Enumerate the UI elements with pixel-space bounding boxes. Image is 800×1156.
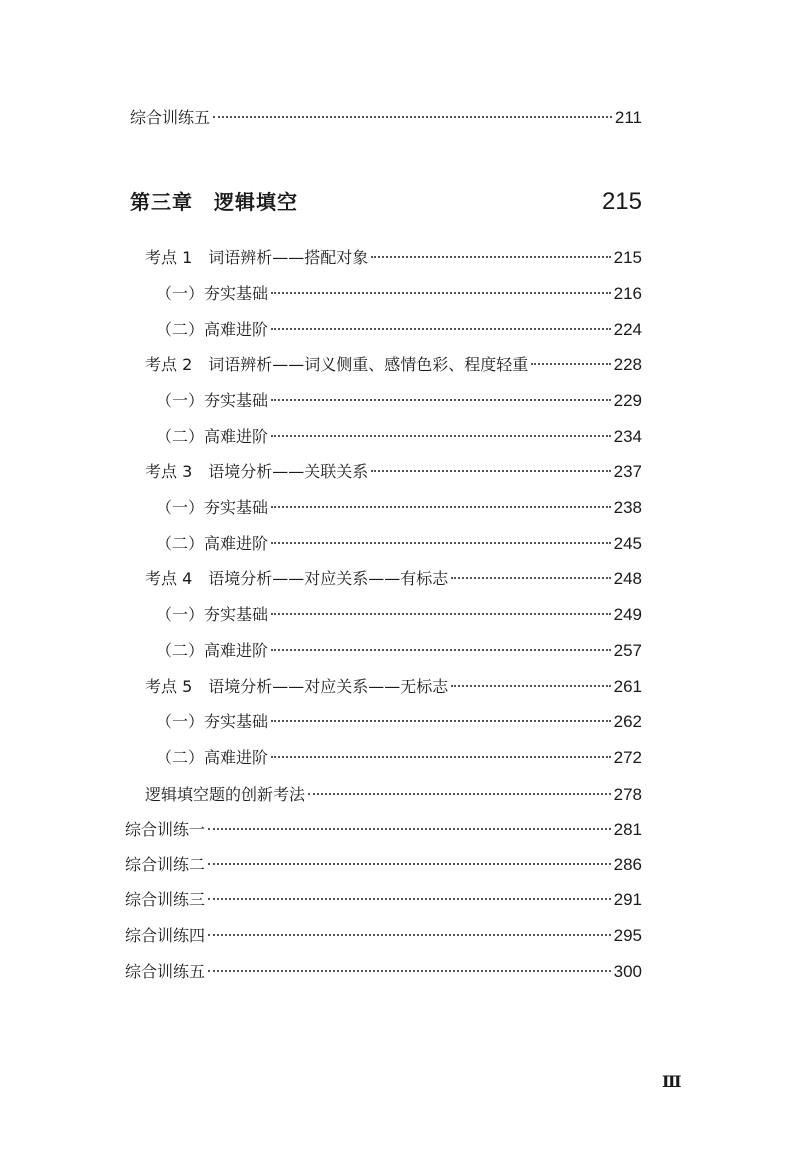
toc-entry[interactable]	[145, 569, 642, 589]
toc-entry-title: 考点 5 语境分析——对应关系——无标志	[145, 677, 449, 696]
toc-entry-page: 238	[613, 498, 642, 517]
toc-entry-title: 综合训练四	[125, 926, 206, 945]
toc-entry-page: 216	[613, 284, 642, 303]
dot-leader	[208, 828, 611, 830]
toc-entry-title: 考点 1 词语辨析——搭配对象	[145, 248, 369, 267]
dot-leader	[213, 116, 612, 118]
toc-entry-title: （二）高难进阶	[156, 320, 269, 339]
toc-entry-page: 249	[613, 605, 642, 624]
toc-entry[interactable]	[125, 962, 642, 982]
toc-entry-title: （二）高难进阶	[156, 534, 269, 553]
toc-entry[interactable]	[156, 641, 642, 661]
dot-leader	[271, 613, 611, 615]
toc-entry-page: 245	[613, 534, 642, 553]
toc-entry[interactable]	[156, 498, 642, 518]
toc-entry-page: 281	[613, 820, 642, 839]
toc-entry-title: （一）夯实基础	[156, 712, 269, 731]
toc-entry-page: 211	[614, 108, 642, 127]
toc-entry-page: 300	[613, 962, 642, 981]
toc-entry-title: 综合训练五	[130, 108, 211, 127]
chapter-title: 第三章 逻辑填空	[130, 190, 298, 214]
toc-entry-page: 248	[613, 569, 642, 588]
toc-entry-title: 考点 4 语境分析——对应关系——有标志	[145, 569, 449, 588]
toc-entry-title: 综合训练五	[125, 962, 206, 981]
dot-leader	[208, 970, 611, 972]
toc-entry-title: 综合训练二	[125, 855, 206, 874]
dot-leader	[271, 756, 611, 758]
toc-entry-title: （二）高难进阶	[156, 641, 269, 660]
toc-entry[interactable]	[156, 712, 642, 732]
toc-entry[interactable]	[145, 677, 642, 697]
dot-leader	[271, 328, 611, 330]
toc-entry-title: （一）夯实基础	[156, 605, 269, 624]
dot-leader	[531, 363, 610, 365]
toc-entry[interactable]	[156, 284, 642, 304]
toc-entry-title: （二）高难进阶	[156, 427, 269, 446]
toc-entry[interactable]	[125, 820, 642, 840]
toc-entry[interactable]	[145, 462, 642, 482]
dot-leader	[271, 506, 611, 508]
toc-entry[interactable]	[156, 534, 642, 554]
toc-entry[interactable]	[145, 785, 642, 805]
dot-leader	[271, 720, 611, 722]
toc-entry-page: 257	[613, 641, 642, 660]
toc-entry-page: 278	[613, 785, 642, 804]
dot-leader	[271, 542, 611, 544]
dot-leader	[371, 470, 610, 472]
page-folio: Ⅲ	[662, 1072, 682, 1091]
dot-leader	[308, 793, 611, 795]
toc-entry[interactable]	[125, 926, 642, 946]
toc-entry-page: 262	[613, 712, 642, 731]
toc-entry[interactable]	[125, 855, 642, 875]
toc-entry-page: 229	[613, 391, 642, 410]
dot-leader	[208, 934, 611, 936]
toc-entry-page: 295	[613, 926, 642, 945]
toc-entry[interactable]	[130, 108, 642, 128]
toc-entry-page: 224	[613, 320, 642, 339]
dot-leader	[271, 435, 611, 437]
toc-entry-page: 272	[613, 748, 642, 767]
chapter-page: 215	[601, 188, 642, 215]
toc-entry-title: （一）夯实基础	[156, 284, 269, 303]
toc-entry-page: 237	[613, 462, 642, 481]
dot-leader	[371, 256, 610, 258]
toc-entry-title: 逻辑填空题的创新考法	[145, 785, 306, 804]
dot-leader	[451, 685, 610, 687]
toc-entry-page: 215	[613, 248, 642, 267]
toc-entry[interactable]	[156, 605, 642, 625]
chapter-heading[interactable]	[130, 186, 642, 216]
toc-entry[interactable]	[156, 748, 642, 768]
toc-entry-title: 综合训练三	[125, 890, 206, 909]
toc-entry-title: （二）高难进阶	[156, 748, 269, 767]
toc-entry[interactable]	[156, 320, 642, 340]
toc-entry[interactable]	[145, 355, 642, 375]
toc-entry[interactable]	[156, 391, 642, 411]
toc-entry[interactable]	[125, 890, 642, 910]
toc-entry-title: 考点 2 词语辨析——词义侧重、感情色彩、程度轻重	[145, 355, 529, 374]
toc-entry-title: （一）夯实基础	[156, 498, 269, 517]
dot-leader	[271, 649, 611, 651]
dot-leader	[271, 399, 611, 401]
toc-entry-page: 228	[613, 355, 642, 374]
dot-leader	[208, 863, 611, 865]
dot-leader	[271, 292, 611, 294]
toc-entry[interactable]	[145, 248, 642, 268]
toc-entry-title: 综合训练一	[125, 820, 206, 839]
toc-entry-page: 261	[613, 677, 642, 696]
toc-entry-page: 286	[613, 855, 642, 874]
toc-entry-page: 291	[613, 890, 642, 909]
toc-entry-title: （一）夯实基础	[156, 391, 269, 410]
dot-leader	[451, 577, 610, 579]
dot-leader	[208, 898, 611, 900]
toc-entry-page: 234	[613, 427, 642, 446]
toc-entry-title: 考点 3 语境分析——关联关系	[145, 462, 369, 481]
toc-entry[interactable]	[156, 427, 642, 447]
